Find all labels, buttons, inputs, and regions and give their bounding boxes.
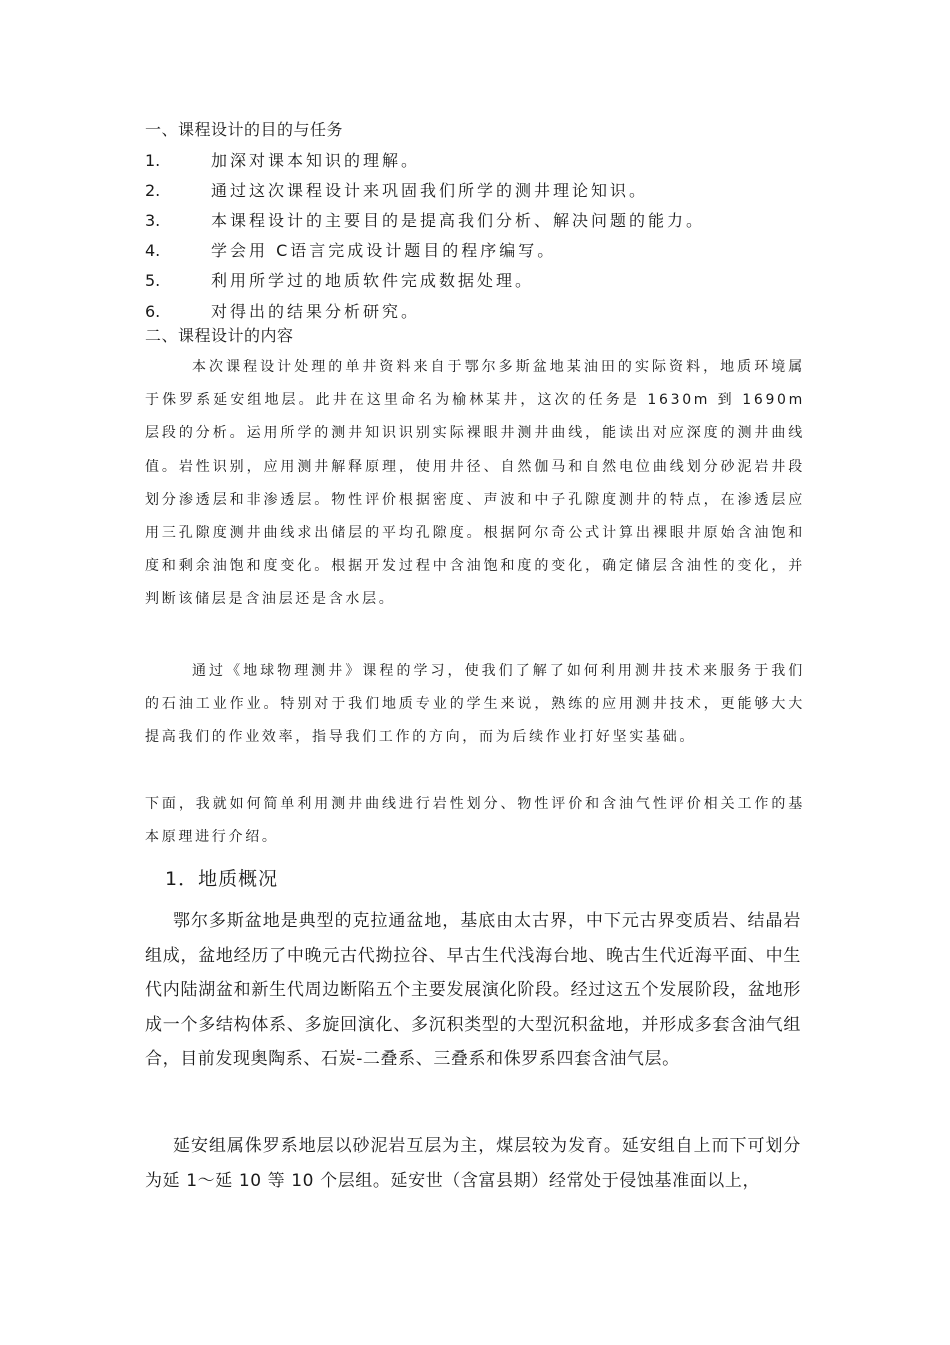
content-paragraph-2: 通过《地球物理测井》课程的学习，使我们了解了如何利用测井技术来服务于我们的石油工业作业。特别对于我们地质专业的学生来说，熟练的应用测井技术，更能够大大提高我们的作业效率，指导我们工作的方向，而为后续作业打好坚实基础。	[145, 663, 805, 746]
list-item-number: 2.	[145, 181, 161, 200]
list-item-text: 对得出的结果分析研究。	[211, 302, 421, 321]
list-item-number: 6.	[145, 302, 161, 321]
list-item-number: 5.	[145, 271, 161, 290]
list-item-text: 通过这次课程设计来巩固我们所学的测井理论知识。	[211, 181, 649, 200]
list-item-number: 4.	[145, 241, 161, 260]
content-paragraph-3: 下面，我就如何简单利用测井曲线进行岩性划分、物性评价和含油气性评价相关工作的基本原理进行介绍。	[145, 796, 805, 846]
geology-paragraph-1: 鄂尔多斯盆地是典型的克拉通盆地，基底由太古界，中下元古界变质岩、结晶岩组成，盆地经历了中晚元古代拗拉谷、早古生代浅海台地、晚古生代近海平面、中生代内陆湖盆和新生代周边断陷五个主要发展演化阶段。经过这五个发展阶段，盆地形成一个多结构体系、多旋回演化、多沉积类型的大型沉积盆地，并形成多套含油气组合，目前发现奥陶系、石炭-二叠系、三叠系和侏罗系四套含油气层。	[145, 911, 801, 1070]
list-item-text: 本课程设计的主要目的是提高我们分析、解决问题的能力。	[211, 211, 706, 230]
geology-heading: 1．地质概况	[165, 868, 279, 890]
list-item-text: 利用所学过的地质软件完成数据处理。	[211, 271, 535, 290]
section2-heading: 二、课程设计的内容	[145, 326, 294, 345]
list-item-number: 1.	[145, 151, 161, 170]
list-item-text: 加深对课本知识的理解。	[211, 151, 421, 170]
list-item-text: 学会用 C语言完成设计题目的程序编写。	[211, 241, 557, 260]
section1-heading: 一、课程设计的目的与任务	[145, 120, 344, 139]
list-item-number: 3.	[145, 211, 161, 230]
geology-paragraph-2: 延安组属侏罗系地层以砂泥岩互层为主，煤层较为发育。延安组自上而下可划分为延 1～延 10 等 10 个层组。延安世（含富县期）经常处于侵蚀基准面以上，	[145, 1136, 801, 1191]
content-paragraph-1: 本次课程设计处理的单井资料来自于鄂尔多斯盆地某油田的实际资料，地质环境属于侏罗系延安组地层。此井在这里命名为榆林某井，这次的任务是 1630m 到 1690m 层段的分析。运用所学的测井知识识别实际裸眼井测井曲线，能读出对应深度的测井曲线值。岩性识别，应用测井解释原理，使用井径、自然伽马和自然电位曲线划分砂泥岩井段划分渗透层和非渗透层。物性评价根据密度、声波和中子孔隙度测井的特点，在渗透层应用三孔隙度测井曲线求出储层的平均孔隙度。根据阿尔奇公式计算出裸眼井原始含油饱和度和剩余油饱和度变化。根据开发过程中含油饱和度的变化，确定储层含油性的变化，并判断该储层是含油层还是含水层。	[145, 359, 805, 608]
